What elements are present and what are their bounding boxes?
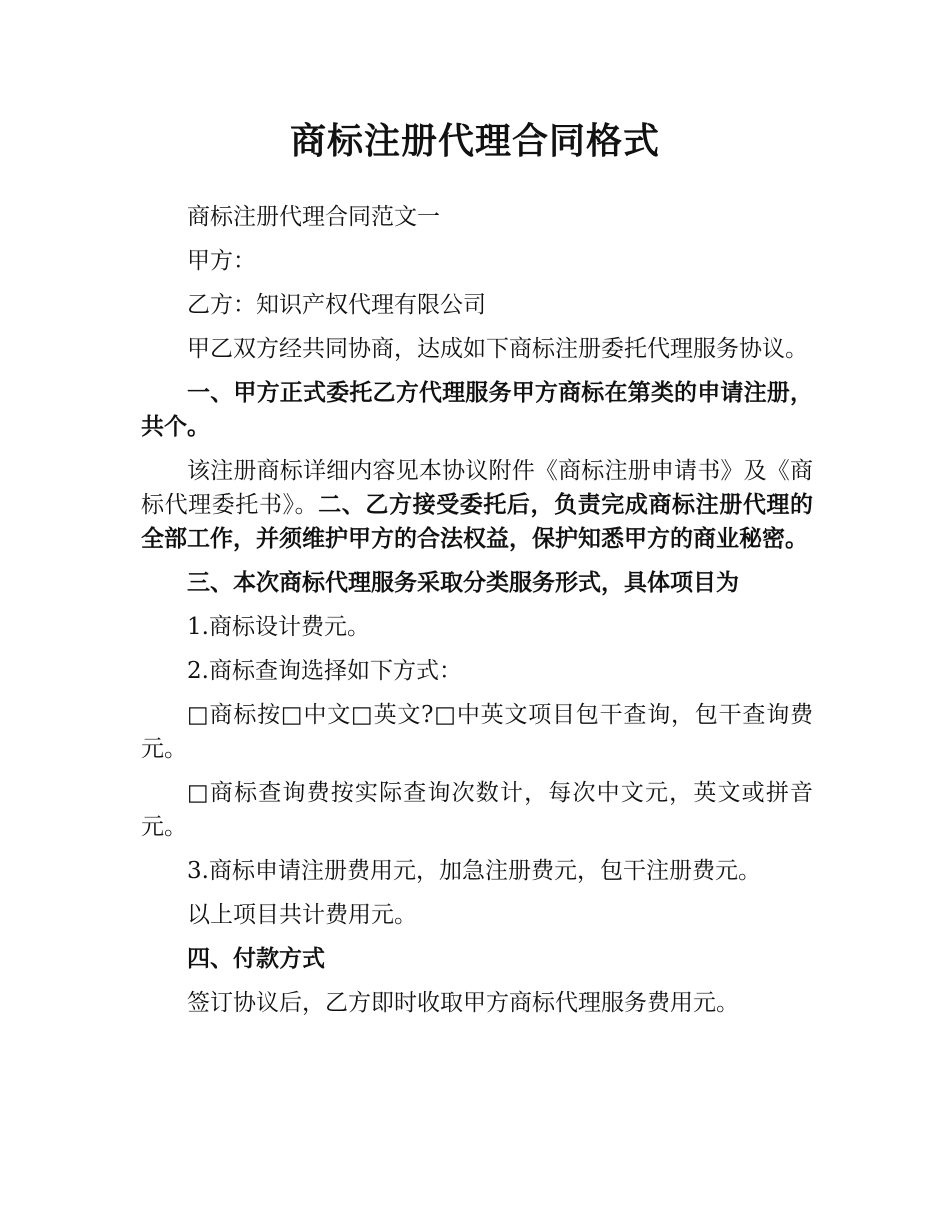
paragraph-subtitle: 商标注册代理合同范文一 — [187, 204, 440, 230]
document-body — [141, 200, 813, 1030]
clause-3: 三、本次商标代理服务采取分类服务形式，具体项目为 — [187, 570, 739, 596]
paragraph-total: 以上项目共计费用元。 — [187, 902, 417, 928]
clause-4: 四、付款方式 — [187, 946, 325, 972]
item-search-method: 2.商标查询选择如下方式： — [187, 658, 462, 684]
attachment-text: 该注册商标详细内容见本协议附件《商标注册申请书》及《商标代理委托书》。 — [141, 458, 813, 518]
clause-1: 一、甲方正式委托乙方代理服务甲方商标在第类的申请注册，共个。 — [141, 380, 813, 440]
option-per-search: □商标查询费按实际查询次数计，每次中文元，英文或拼音元。 — [141, 780, 813, 840]
item-registration-fee: 3.商标申请注册费用元，加急注册费元，包干注册费元。 — [187, 858, 761, 884]
paragraph-party-a: 甲方： — [187, 248, 256, 274]
document-title: 商标注册代理合同格式 — [289, 121, 660, 162]
item-design-fee: 1.商标设计费元。 — [187, 614, 370, 640]
option-package-search: □商标按□中文□英文?□中英文项目包干查询，包干查询费元。 — [141, 702, 813, 762]
paragraph-payment: 签订协议后，乙方即时收取甲方商标代理服务费用元。 — [187, 990, 739, 1016]
paragraph-party-b: 乙方：知识产权代理有限公司 — [187, 292, 486, 318]
paragraph-agreement-intro: 甲乙双方经共同协商，达成如下商标注册委托代理服务协议。 — [187, 336, 808, 362]
paragraph-attachment-clause-2 — [141, 454, 813, 556]
clause-2: 二、乙方接受委托后，负责完成商标注册代理的全部工作，并须维护甲方的合法权益，保护知悉甲方的商业秘密。 — [141, 492, 814, 552]
